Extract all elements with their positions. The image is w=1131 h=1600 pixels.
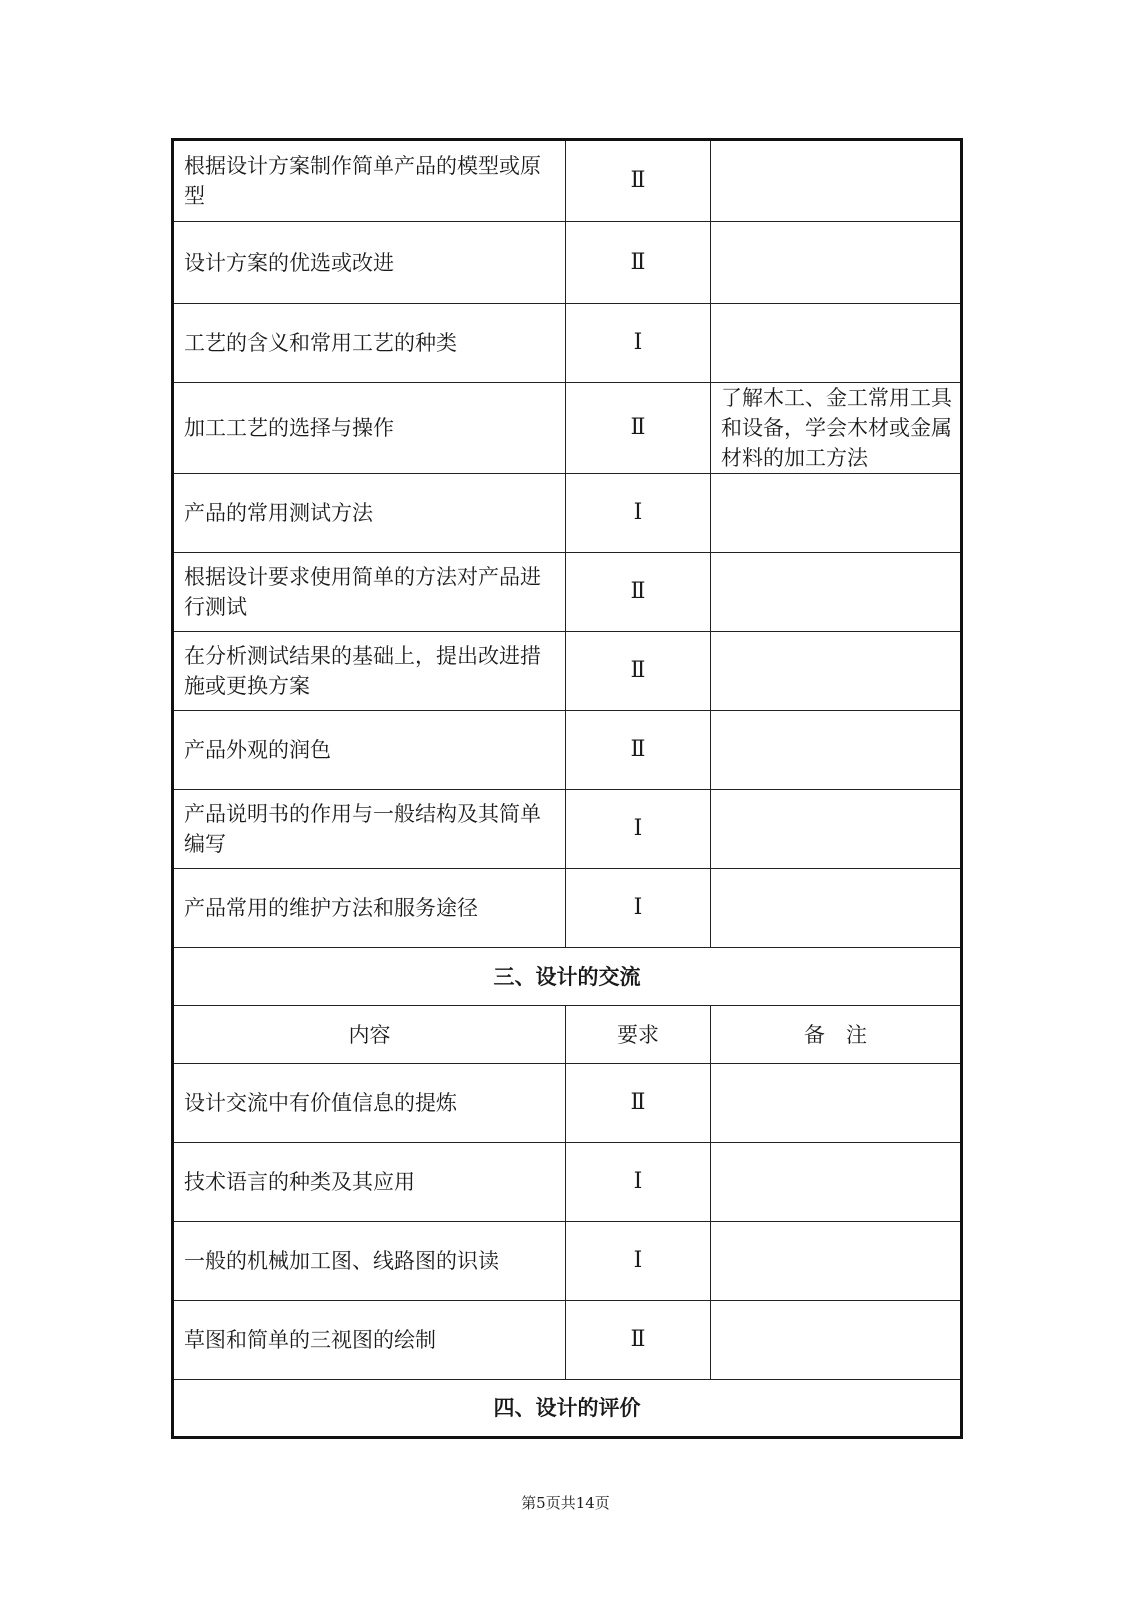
note-cell: [711, 222, 962, 304]
content-cell: 加工工艺的选择与操作: [173, 383, 566, 474]
content-cell: 草图和简单的三视图的绘制: [173, 1301, 566, 1380]
requirement-level-cell: Ⅱ: [566, 1301, 711, 1380]
requirement-level-cell: Ⅰ: [566, 869, 711, 948]
note-cell: [711, 632, 962, 711]
table-row: [173, 304, 962, 383]
content-cell: 产品常用的维护方法和服务途径: [173, 869, 566, 948]
content-cell: 在分析测试结果的基础上，提出改进措施或更换方案: [173, 632, 566, 711]
table-row: [173, 1143, 962, 1222]
table-row: [173, 1064, 962, 1143]
table-row: [173, 140, 962, 222]
requirement-level-cell: Ⅱ: [566, 222, 711, 304]
content-cell: 设计交流中有价值信息的提炼: [173, 1064, 566, 1143]
content-cell: 产品说明书的作用与一般结构及其简单编写: [173, 790, 566, 869]
content-cell: 根据设计方案制作简单产品的模型或原型: [173, 140, 566, 222]
requirement-level-cell: Ⅱ: [566, 1064, 711, 1143]
requirement-level-cell: Ⅱ: [566, 632, 711, 711]
requirement-level-cell: Ⅰ: [566, 790, 711, 869]
requirement-level-cell: Ⅱ: [566, 711, 711, 790]
table-row: [173, 711, 962, 790]
section-title: 四、设计的评价: [173, 1380, 962, 1438]
column-header-content: 内容: [173, 1006, 566, 1064]
table-row: [173, 632, 962, 711]
requirement-level-cell: Ⅰ: [566, 304, 711, 383]
note-cell: [711, 1222, 962, 1301]
note-cell: [711, 140, 962, 222]
content-cell: 设计方案的优选或改进: [173, 222, 566, 304]
note-cell: [711, 790, 962, 869]
content-cell: 产品外观的润色: [173, 711, 566, 790]
note-cell: [711, 474, 962, 553]
note-cell: [711, 1064, 962, 1143]
table-row: [173, 869, 962, 948]
table-row: [173, 790, 962, 869]
requirement-level-cell: Ⅱ: [566, 553, 711, 632]
table-row: [173, 474, 962, 553]
content-cell: 根据设计要求使用简单的方法对产品进行测试: [173, 553, 566, 632]
requirements-table: [171, 138, 963, 1439]
section-row: [173, 948, 962, 1006]
requirement-level-cell: Ⅰ: [566, 474, 711, 553]
requirement-level-cell: Ⅰ: [566, 1143, 711, 1222]
table-row: [173, 383, 962, 474]
requirement-level-cell: Ⅱ: [566, 140, 711, 222]
requirement-level-cell: Ⅱ: [566, 383, 711, 474]
page-number: 第5页共14页: [521, 1494, 610, 1512]
table-row: [173, 1301, 962, 1380]
note-cell: 了解木工、金工常用工具和设备，学会木材或金属材料的加工方法: [711, 383, 962, 474]
section-title: 三、设计的交流: [173, 948, 962, 1006]
content-cell: 工艺的含义和常用工艺的种类: [173, 304, 566, 383]
table-row: [173, 553, 962, 632]
table-row: [173, 1222, 962, 1301]
column-header-note: 备 注: [711, 1006, 962, 1064]
note-cell: [711, 1301, 962, 1380]
content-cell: 一般的机械加工图、线路图的识读: [173, 1222, 566, 1301]
note-cell: [711, 304, 962, 383]
requirement-level-cell: Ⅰ: [566, 1222, 711, 1301]
note-cell: [711, 711, 962, 790]
note-cell: [711, 553, 962, 632]
header-row: [173, 1006, 962, 1064]
content-cell: 产品的常用测试方法: [173, 474, 566, 553]
column-header-level: 要求: [566, 1006, 711, 1064]
content-cell: 技术语言的种类及其应用: [173, 1143, 566, 1222]
note-cell: [711, 1143, 962, 1222]
note-cell: [711, 869, 962, 948]
table-row: [173, 222, 962, 304]
section-row: [173, 1380, 962, 1438]
